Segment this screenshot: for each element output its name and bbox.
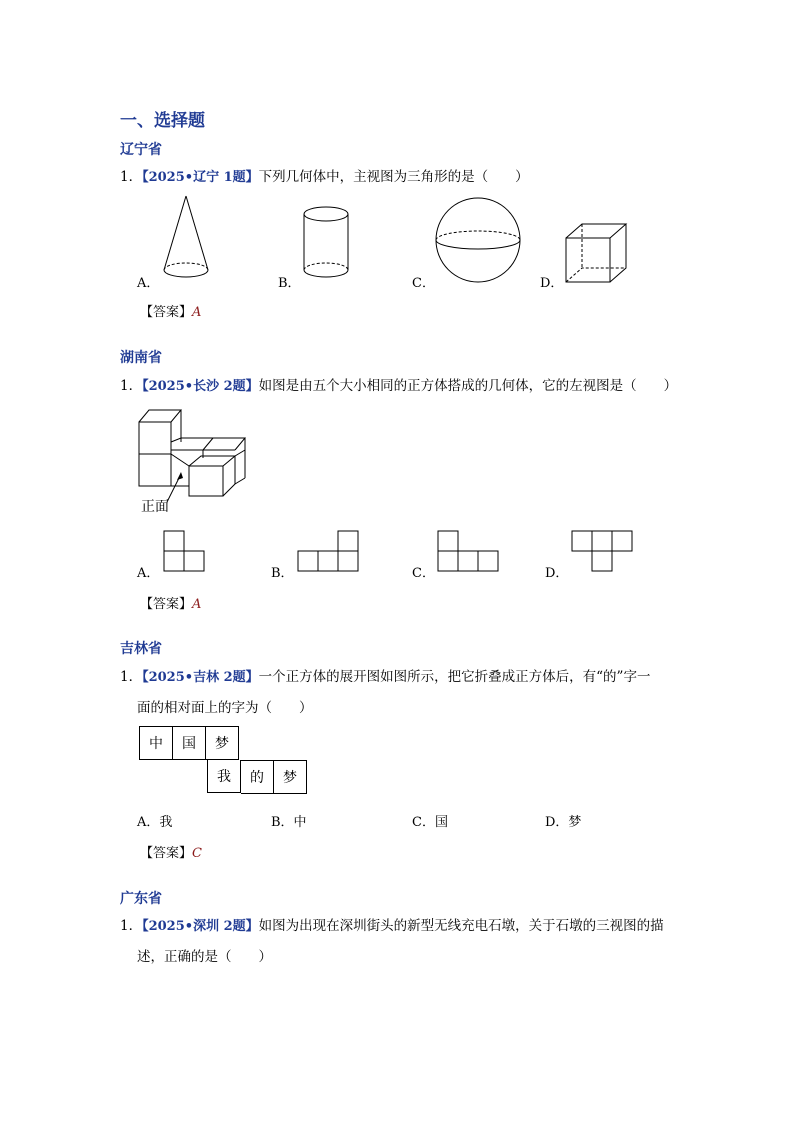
section-title: 一、选择题 — [120, 111, 205, 131]
option-a: A． — [137, 276, 160, 291]
answer-line — [140, 301, 201, 320]
net-cell: 的 — [241, 760, 274, 794]
answer-value: C — [192, 846, 202, 861]
question-tag: 【2025•深圳 2题】 — [142, 919, 259, 934]
option-d: D．梦 — [545, 815, 582, 830]
option-a: A．我 — [137, 815, 173, 830]
province-heading: 吉林省 — [120, 641, 162, 657]
question-number: 1． — [120, 378, 143, 394]
question-text: 如图是由五个大小相同的正方体搭成的几何体，它的左视图是（ ） — [258, 378, 678, 394]
option-c: C． — [412, 566, 435, 581]
sphere-icon — [434, 198, 524, 284]
answer-line — [140, 842, 202, 861]
option-a-view — [163, 530, 205, 572]
option-c-view — [437, 530, 499, 572]
front-label: 正面 — [141, 499, 169, 515]
net-cell: 中 — [139, 726, 173, 760]
option-d: D． — [545, 566, 569, 581]
question-text: 如图为出现在深圳街头的新型无线充电石墩，关于石墩的三视图的描 — [258, 918, 664, 934]
option-c: C． — [412, 276, 435, 291]
question-text-continued: 述，正确的是（ ） — [137, 949, 272, 965]
option-b: B． — [278, 276, 301, 291]
option-d: D． — [540, 276, 564, 291]
question-tag: 【2025•长沙 2题】 — [142, 379, 259, 394]
answer-label: 【答案】 — [140, 846, 193, 861]
net-cell: 我 — [207, 760, 241, 793]
stacked-cubes-figure — [137, 406, 249, 498]
question-text: 一个正方体的展开图如图所示，把它折叠成正方体后，有“的”字一 — [258, 669, 651, 685]
option-b-view — [297, 530, 359, 572]
answer-value: A — [192, 305, 202, 320]
question-tag: 【2025•吉林 2题】 — [142, 670, 259, 685]
question-number: 1． — [120, 669, 143, 685]
province-heading: 辽宁省 — [120, 142, 162, 158]
answer-label: 【答案】 — [140, 597, 193, 612]
net-cell: 梦 — [206, 726, 239, 760]
net-cell: 梦 — [274, 760, 307, 794]
question-text-continued: 面的相对面上的字为（ ） — [137, 700, 313, 716]
option-d-view — [571, 530, 633, 572]
answer-line — [140, 593, 201, 612]
province-heading: 广东省 — [120, 891, 162, 907]
cone-icon — [158, 192, 214, 284]
option-b: B．中 — [271, 815, 307, 830]
question-number: 1． — [120, 169, 143, 185]
question-line — [120, 665, 650, 685]
question-line — [120, 165, 529, 185]
answer-value: A — [192, 597, 202, 612]
question-line — [120, 374, 677, 394]
cube-icon — [564, 222, 630, 284]
answer-label: 【答案】 — [140, 305, 193, 320]
province-heading: 湖南省 — [120, 350, 162, 366]
option-b: B． — [271, 566, 294, 581]
option-a: A． — [137, 566, 160, 581]
cylinder-icon — [302, 204, 352, 282]
question-line — [120, 914, 664, 934]
cube-net — [139, 726, 307, 794]
option-c: C．国 — [412, 815, 448, 830]
question-text: 下列几何体中，主视图为三角形的是（ ） — [258, 169, 529, 185]
question-number: 1． — [120, 918, 143, 934]
net-cell: 国 — [173, 726, 206, 760]
question-tag: 【2025•辽宁 1题】 — [142, 170, 259, 185]
